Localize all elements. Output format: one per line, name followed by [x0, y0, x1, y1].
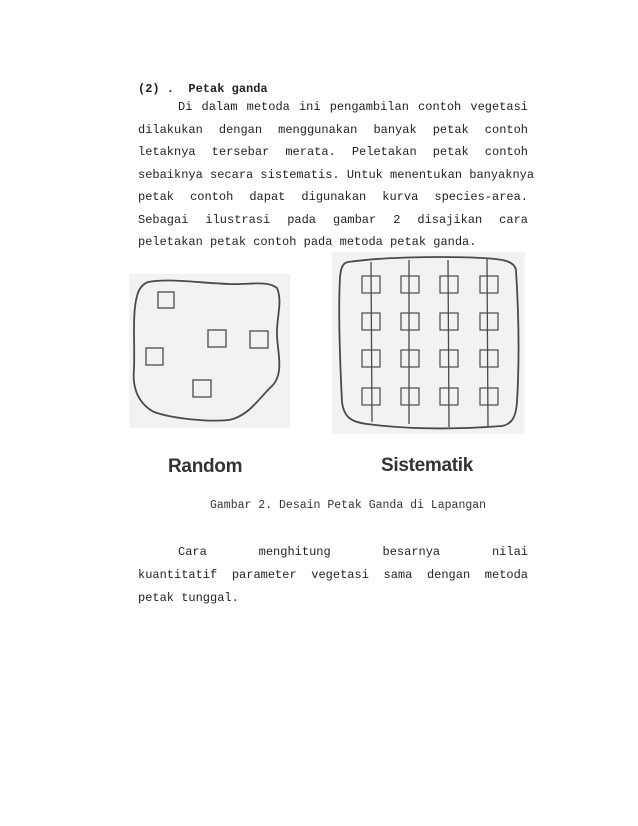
sample-plot [480, 276, 498, 293]
paragraph-line: kuantitatif parameter vegetasi sama dengan metoda [138, 568, 528, 582]
paragraph-line: peletakan petak contoh pada metoda petak ganda. [138, 235, 477, 249]
systematic-label: Sistematik [381, 455, 474, 476]
paragraph-line: Cara menghitung besarnya nilai [178, 545, 528, 559]
paragraph-line: Di dalam metoda ini pengambilan contoh vegetasi [178, 100, 528, 114]
paragraph-line: letaknya tersebar merata. Peletakan petak contoh [138, 145, 528, 159]
random-label: Random [168, 456, 243, 477]
sample-plot-grid [362, 276, 498, 405]
paragraph-line: sebaiknya secara sistematis. Untuk menentukan banyaknya [138, 167, 535, 182]
sample-plot [208, 330, 226, 347]
sample-plot [362, 388, 380, 405]
sample-plot [480, 388, 498, 405]
random-plot-sketch [129, 274, 290, 428]
sample-plot [401, 313, 419, 330]
paragraph-line: petak contoh dapat digunakan kurva species-area. [138, 190, 528, 204]
sample-plot [480, 313, 498, 330]
sample-plot [480, 350, 498, 367]
transect-line [448, 260, 449, 427]
random-plot-drawing [129, 274, 290, 428]
paragraph-line: dilakukan dengan menggunakan banyak petak contoh [138, 122, 528, 137]
paragraph-line: Sebagai ilustrasi pada gambar 2 disajikan cara [138, 212, 528, 227]
sample-plot [146, 348, 163, 365]
sample-plot [401, 388, 419, 405]
section-heading: (2) . Petak ganda [138, 82, 268, 96]
paragraph-line: petak tunggal. [138, 591, 239, 605]
sample-plot [158, 292, 174, 308]
paragraph-calculation-note [138, 541, 528, 610]
systematic-plot-sketch [332, 252, 525, 434]
sample-plot [401, 350, 419, 367]
sample-plot [193, 380, 211, 397]
plot-boundary [134, 280, 280, 420]
sample-plot [250, 331, 268, 348]
figure-caption: Gambar 2. Desain Petak Ganda di Lapangan [210, 499, 487, 512]
paragraph-method-description [138, 96, 535, 254]
transect-line [371, 262, 372, 422]
transect-line [487, 259, 488, 427]
sample-plot [401, 276, 419, 293]
sample-plot [440, 276, 458, 293]
plot-boundary [339, 257, 518, 428]
systematic-plot-drawing [332, 252, 525, 434]
